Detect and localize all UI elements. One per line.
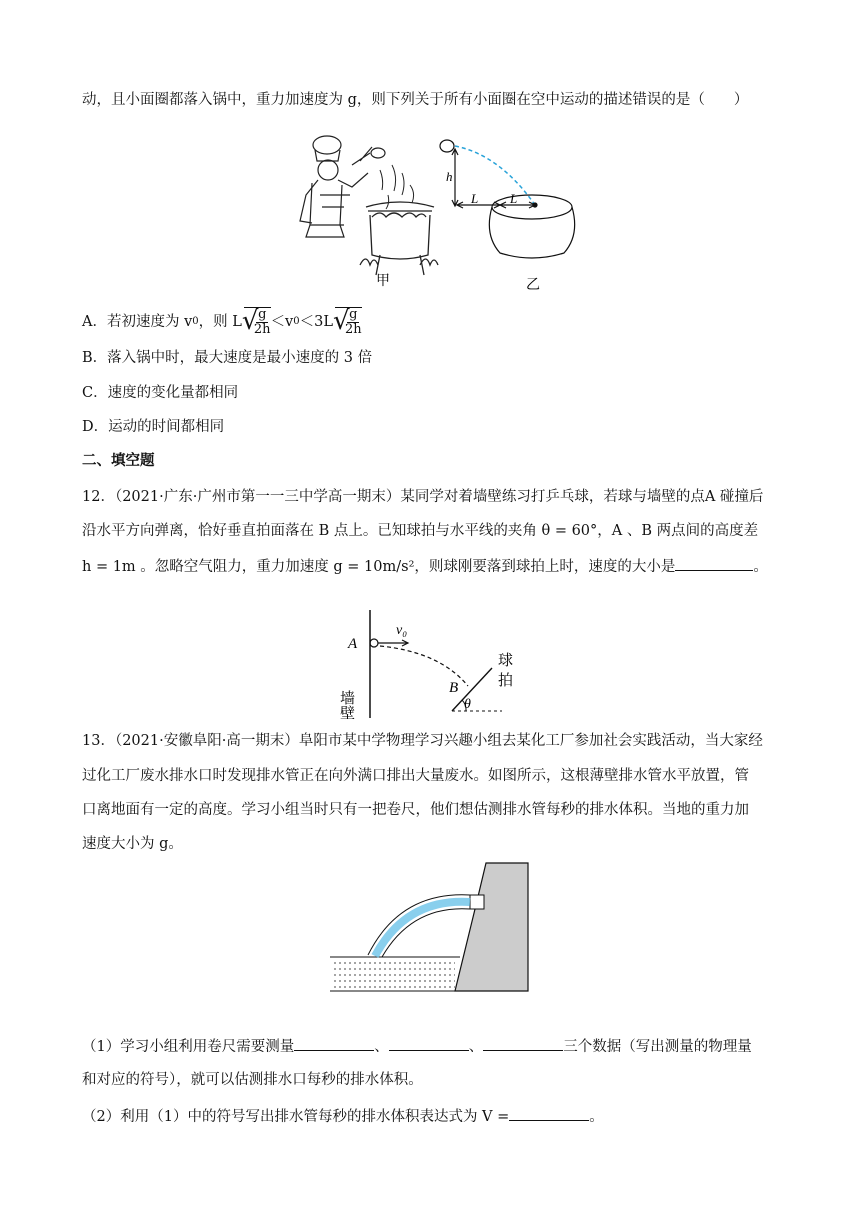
q13-sub2: （2）利用（1）中的符号写出排水管每秒的排水体积表达式为 V = 。: [82, 1106, 604, 1127]
q12-label-racket2: 拍: [498, 673, 514, 689]
q13-blank-4[interactable]: [509, 1106, 589, 1121]
q11-figure: [0, 125, 860, 325]
caption-jia: 甲: [376, 274, 390, 289]
q13-sub1-line2: 和对应的符号），就可以估测排水口每秒的排水体积。: [82, 1072, 423, 1088]
q13-blank-2[interactable]: [389, 1036, 469, 1051]
q12-figure: [0, 610, 860, 720]
q13-sub1: （1）学习小组利用卷尺需要测量 、 、 三个数据（写出测量的物理量: [82, 1036, 752, 1057]
caption-yi: 乙: [526, 278, 540, 293]
q13-blank-1[interactable]: [294, 1036, 374, 1051]
q13-line4: 速度大小为 g。: [82, 836, 183, 852]
pot-illustration: [360, 202, 438, 275]
q11-option-b: B．落入锅中时，最大速度是最小速度的 3 倍: [82, 350, 373, 366]
q12-label-wall: 墙壁: [338, 690, 354, 720]
q11-stem-end: 动，且小面圈都落入锅中，重力加速度为 g，则下列关于所有小面圈在空中运动的描述错误的是（ ）: [82, 92, 749, 108]
projectile-diagram: [440, 140, 575, 258]
q13-line1: 13．（2021·安徽阜阳·高一期末）阜阳市某中学物理学习兴趣小组去某化工厂参加社会实践活动，当大家经: [82, 733, 763, 749]
q11-option-c: C．速度的变化量都相同: [82, 385, 239, 401]
q12-line3: h = 1m 。忽略空气阻力，重力加速度 g = 10m/s²，则球刚要落到球拍上时，速度的大小是 。: [82, 556, 768, 577]
q12-label-v0: v₀: [396, 623, 408, 638]
label-h: h: [446, 169, 453, 184]
label-L2: L: [510, 191, 518, 206]
chef-illustration: [300, 136, 385, 237]
q13-line3: 口离地面有一定的高度。学习小组当时只有一把卷尺，他们想估测排水管每秒的排水体积。当地的重力加: [82, 802, 749, 818]
q12-answer-blank[interactable]: [675, 556, 753, 571]
q12-label-A: A: [348, 636, 358, 652]
q12-label-B: B: [449, 680, 459, 696]
q12-line1: 12．（2021·广东·广州市第一一三中学高一期末）某同学对着墙壁练习打乒乓球，若球与墙壁的点A 碰撞后: [82, 489, 764, 505]
q11-option-d: D．运动的时间都相同: [82, 419, 225, 435]
q13-blank-3[interactable]: [483, 1036, 563, 1051]
q12-label-theta: θ: [464, 697, 471, 712]
section-title: 二、填空题: [82, 452, 155, 469]
sqrt-1: √ $\frac{g}{2h}$: [244, 307, 271, 337]
q13-line2: 过化工厂废水排水口时发现排水管正在向外满口排出大量废水。如图所示，这根薄壁排水管水平放置，管: [82, 768, 749, 784]
q13-figure: [0, 855, 860, 995]
sqrt-2: √ $\frac{g}{2h}$: [335, 307, 362, 337]
q12-line2: 沿水平方向弹离，恰好垂直拍面落在 B 点上。已知球拍与水平线的夹角 θ = 60°，A 、B 两点间的高度差: [82, 523, 759, 539]
q11-option-a: A．若初速度为 v 0 ，则 L √ $\frac{g}{2h}$ ＜v 0 ＜3L √ $\frac{g}{2h}$: [82, 302, 362, 342]
label-L1: L: [471, 191, 479, 206]
q12-label-racket1: 球: [498, 653, 514, 669]
